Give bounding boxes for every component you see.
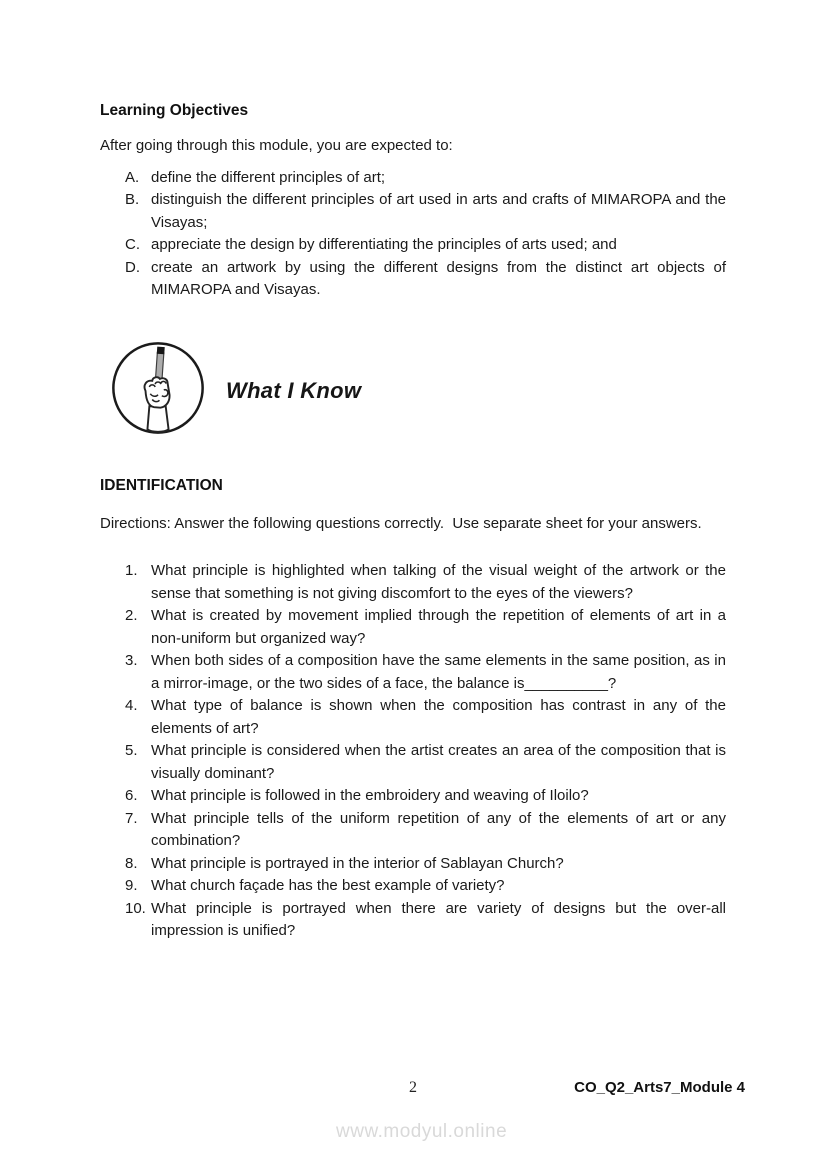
objectives-heading: Learning Objectives — [100, 102, 249, 119]
question-number: 3. — [125, 652, 138, 669]
question-text: When both sides of a composition have the same elements in the same position, as in a mirror-image, or the two sides of a face, the balance is__________? — [151, 652, 726, 692]
question-text: What principle is considered when the artist creates an area of the composition that is visually dominant? — [151, 742, 726, 782]
question-text: What is created by movement implied through the repetition of elements of art in a non-uniform but organized way? — [151, 607, 726, 647]
page-number: 2 — [409, 1079, 417, 1096]
question-text: What principle is portrayed when there are variety of designs but the over-all impression is unified? — [151, 899, 726, 939]
question-text: What church façade has the best example of variety? — [151, 877, 505, 894]
objective-text: define the different principles of art; — [151, 168, 386, 186]
watermark: www.modyul.online — [336, 1121, 508, 1142]
module-code: CO_Q2_Arts7_Module 4 — [574, 1079, 745, 1096]
question-item — [125, 853, 726, 876]
question-item — [125, 560, 726, 605]
objectives-intro: After going through this module, you are expected to: — [100, 137, 453, 154]
question-item — [125, 650, 726, 695]
question-item — [125, 605, 726, 650]
objective-item — [125, 167, 726, 190]
question-item — [125, 808, 726, 853]
question-item — [125, 740, 726, 785]
question-text: What type of balance is shown when the composition has contrast in any of the elements of art? — [151, 697, 726, 737]
question-number: 9. — [125, 877, 138, 894]
what-i-know-banner — [110, 343, 726, 439]
question-number: 6. — [125, 787, 138, 804]
question-text: What principle is highlighted when talking of the visual weight of the artwork or the sense that something is not giving discomfort to the eyes of the viewers? — [151, 562, 726, 602]
objective-item — [125, 189, 726, 234]
questions-list — [125, 560, 726, 943]
question-number: 10. — [125, 899, 146, 917]
question-item — [125, 875, 726, 898]
question-item — [125, 695, 726, 740]
question-number: 5. — [125, 742, 138, 759]
objective-marker: C. — [125, 236, 140, 253]
section-title: What I Know — [226, 377, 362, 403]
quiz-heading: IDENTIFICATION — [100, 476, 223, 494]
question-text: What principle tells of the uniform repetition of any of the elements of art or any combination? — [151, 809, 726, 849]
question-item — [125, 898, 726, 943]
objective-text: distinguish the different principles of art used in arts and crafts of MIMAROPA and the Visayas; — [151, 191, 726, 231]
question-item — [125, 785, 726, 808]
hand-holding-pencil-icon — [110, 340, 206, 441]
quiz-directions: Directions: Answer the following questions correctly. Use separate sheet for your answers. — [100, 514, 702, 532]
objective-item — [125, 257, 726, 302]
question-text: What principle is portrayed in the interior of Sablayan Church? — [151, 854, 564, 872]
question-number: 7. — [125, 809, 138, 827]
question-number: 2. — [125, 607, 138, 624]
objective-marker: A. — [125, 168, 140, 186]
objective-text: create an artwork by using the different designs from the distinct art objects of MIMAROPA and Visayas. — [151, 258, 726, 298]
objective-text: appreciate the design by differentiating the principles of arts used; and — [151, 236, 617, 253]
objectives-list — [125, 167, 726, 302]
question-number: 4. — [125, 697, 138, 714]
question-text: What principle is followed in the embroidery and weaving of Iloilo? — [151, 787, 589, 804]
objective-marker: D. — [125, 258, 140, 276]
objective-marker: B. — [125, 191, 140, 208]
objective-item — [125, 234, 726, 257]
question-number: 1. — [125, 562, 138, 579]
question-number: 8. — [125, 854, 138, 872]
